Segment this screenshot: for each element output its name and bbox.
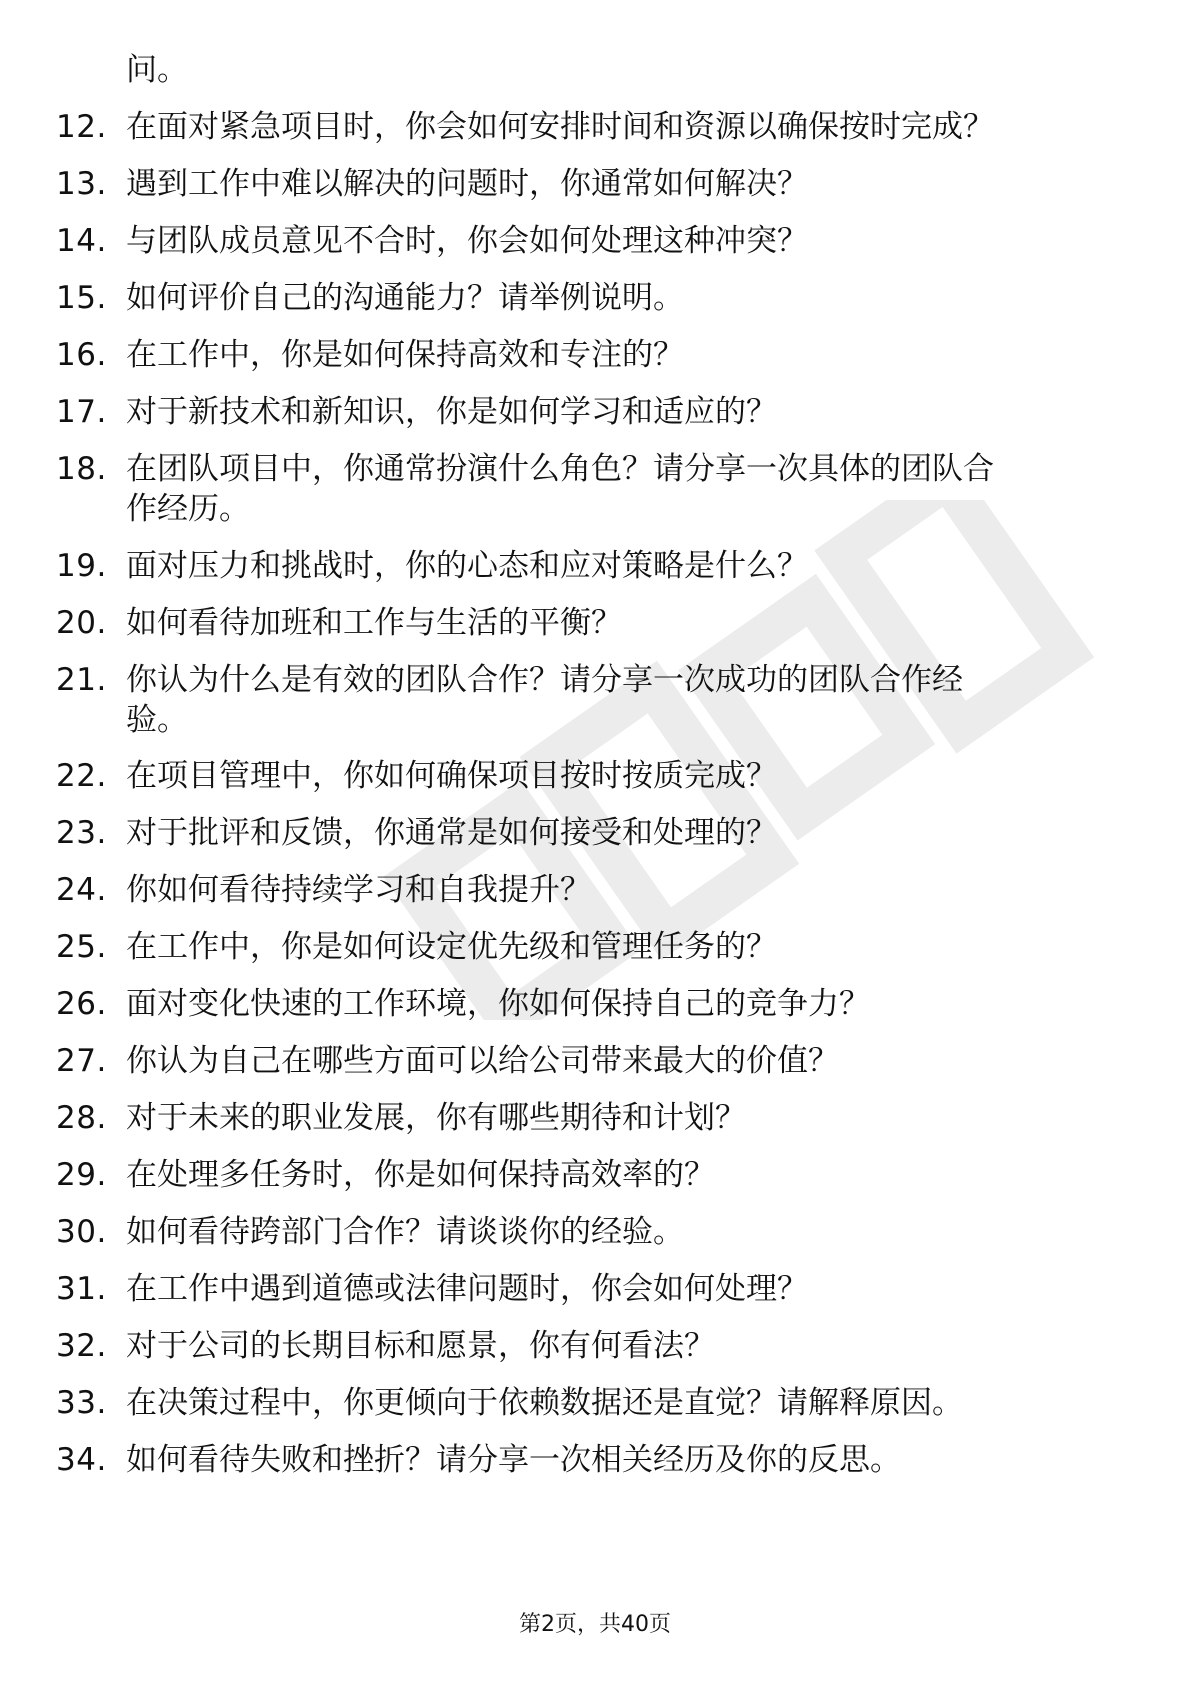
question-number: 13.	[56, 166, 107, 202]
question-item	[56, 1326, 1136, 1366]
question-item	[56, 335, 1136, 375]
continuation-line	[56, 50, 1136, 90]
question-number: 22.	[56, 758, 107, 794]
question-text: 如何看待跨部门合作？请谈谈你的经验。	[126, 1214, 684, 1250]
question-number: 21.	[56, 662, 107, 698]
question-text: 在工作中遇到道德或法律问题时，你会如何处理？	[126, 1271, 808, 1307]
question-item	[56, 813, 1136, 853]
question-item	[56, 1440, 1136, 1480]
question-text: 面对压力和挑战时，你的心态和应对策略是什么？	[126, 548, 808, 584]
question-item	[56, 449, 1136, 529]
question-text: 在工作中，你是如何保持高效和专注的？	[126, 337, 684, 373]
question-number: 30.	[56, 1214, 107, 1250]
question-number: 34.	[56, 1442, 107, 1478]
question-item	[56, 984, 1136, 1024]
continuation-text: 问。	[126, 52, 188, 88]
question-item	[56, 927, 1136, 967]
question-item	[56, 1041, 1136, 1081]
question-item	[56, 1098, 1136, 1138]
question-number: 17.	[56, 394, 107, 430]
question-number: 16.	[56, 337, 107, 373]
question-item	[56, 1383, 1136, 1423]
question-text: 对于新技术和新知识，你是如何学习和适应的？	[126, 394, 777, 430]
question-text: 在处理多任务时，你是如何保持高效率的？	[126, 1157, 715, 1193]
question-text: 在面对紧急项目时，你会如何安排时间和资源以确保按时完成？	[126, 109, 994, 145]
question-item	[56, 278, 1136, 318]
question-number: 24.	[56, 872, 107, 908]
question-number: 29.	[56, 1157, 107, 1193]
question-text: 你认为什么是有效的团队合作？请分享一次成功的团队合作经 验。	[126, 662, 963, 738]
question-number: 20.	[56, 605, 107, 641]
question-number: 32.	[56, 1328, 107, 1364]
question-number: 19.	[56, 548, 107, 584]
question-item	[56, 660, 1136, 740]
question-item	[56, 221, 1136, 261]
question-text: 你如何看待持续学习和自我提升？	[126, 872, 591, 908]
question-item	[56, 392, 1136, 432]
question-text: 对于公司的长期目标和愿景，你有何看法？	[126, 1328, 715, 1364]
question-text: 如何看待失败和挫折？请分享一次相关经历及你的反思。	[126, 1442, 901, 1478]
question-number: 15.	[56, 280, 107, 316]
question-item	[56, 164, 1136, 204]
question-text: 遇到工作中难以解决的问题时，你通常如何解决？	[126, 166, 808, 202]
question-number: 18.	[56, 451, 107, 487]
question-text: 与团队成员意见不合时，你会如何处理这种冲突？	[126, 223, 808, 259]
question-item	[56, 107, 1136, 147]
question-text: 对于批评和反馈，你通常是如何接受和处理的？	[126, 815, 777, 851]
question-text: 如何评价自己的沟通能力？请举例说明。	[126, 280, 684, 316]
question-text: 你认为自己在哪些方面可以给公司带来最大的价值？	[126, 1043, 839, 1079]
question-text: 面对变化快速的工作环境，你如何保持自己的竞争力？	[126, 986, 870, 1022]
question-item	[56, 870, 1136, 910]
question-text: 在项目管理中，你如何确保项目按时按质完成？	[126, 758, 777, 794]
question-number: 31.	[56, 1271, 107, 1307]
question-item	[56, 1212, 1136, 1252]
question-number: 28.	[56, 1100, 107, 1136]
question-text: 对于未来的职业发展，你有哪些期待和计划？	[126, 1100, 746, 1136]
question-item	[56, 756, 1136, 796]
question-number: 26.	[56, 986, 107, 1022]
question-text: 在决策过程中，你更倾向于依赖数据还是直觉？请解释原因。	[126, 1385, 963, 1421]
page-number: 第2页，共40页	[519, 1612, 671, 1637]
question-item	[56, 1155, 1136, 1195]
question-number: 27.	[56, 1043, 107, 1079]
question-item	[56, 603, 1136, 643]
question-number: 23.	[56, 815, 107, 851]
question-item	[56, 546, 1136, 586]
question-text: 在团队项目中，你通常扮演什么角色？请分享一次具体的团队合 作经历。	[126, 451, 994, 527]
question-number: 14.	[56, 223, 107, 259]
question-text: 在工作中，你是如何设定优先级和管理任务的？	[126, 929, 777, 965]
question-number: 33.	[56, 1385, 107, 1421]
question-item	[56, 1269, 1136, 1309]
question-number: 12.	[56, 109, 107, 145]
question-number: 25.	[56, 929, 107, 965]
question-text: 如何看待加班和工作与生活的平衡？	[126, 605, 622, 641]
